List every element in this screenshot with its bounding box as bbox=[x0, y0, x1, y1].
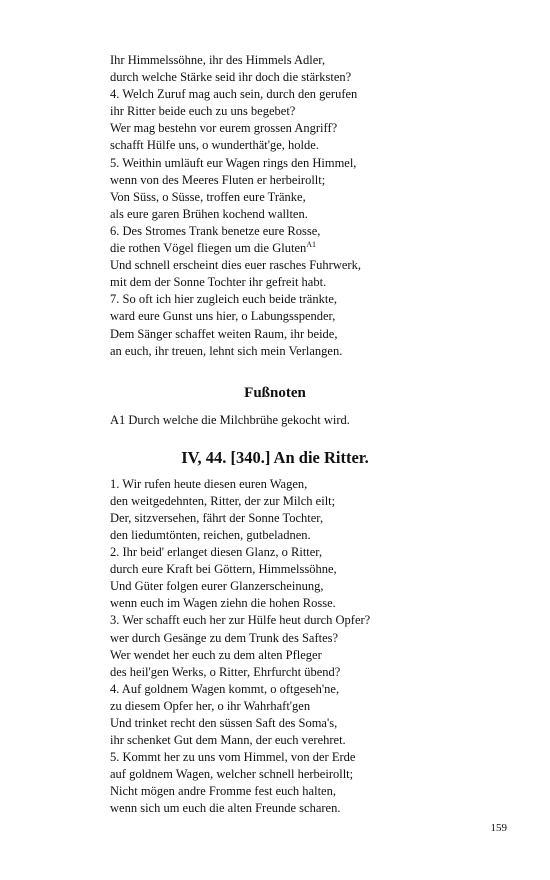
verse-line-with-footnote bbox=[110, 240, 440, 257]
verse-line: schafft Hülfe uns, o wunderthät'ge, holde. bbox=[110, 138, 319, 153]
verse-line: als eure garen Brühen kochend wallten. bbox=[110, 206, 308, 221]
verse-line: Von Süss, o Süsse, troffen eure Tränke, bbox=[110, 189, 306, 204]
verse-line: 5. Weithin umläuft eur Wagen rings den Himmel, bbox=[110, 155, 357, 170]
verse-line: 6. Des Stromes Trank benetze eure Rosse, bbox=[110, 223, 321, 238]
verse-line: zu diesem Opfer her, o ihr Wahrhaft'gen bbox=[110, 698, 311, 713]
verse-line: ihr schenket Gut dem Mann, der euch verehret. bbox=[110, 733, 346, 748]
verse-line: wenn von des Meeres Fluten er herbeirollt; bbox=[110, 172, 326, 187]
verse-line: Wer wendet her euch zu dem alten Pfleger bbox=[110, 647, 322, 662]
page-content bbox=[110, 52, 440, 818]
verse-line: wenn euch im Wagen ziehn die hohen Rosse. bbox=[110, 596, 336, 611]
verse-line: Dem Sänger schaffet weiten Raum, ihr beide, bbox=[110, 326, 338, 341]
verse-line: 1. Wir rufen heute diesen euren Wagen, bbox=[110, 476, 308, 491]
verses-top bbox=[110, 52, 440, 360]
footnote-item: A1 Durch welche die Milchbrühe gekocht wird. bbox=[110, 412, 350, 427]
verse-line: wenn sich um euch die alten Freunde scharen. bbox=[110, 801, 341, 816]
section-heading: IV, 44. [340.] An die Ritter. bbox=[181, 447, 369, 467]
verse-line: des heil'gen Werks, o Ritter, Ehrfurcht übend? bbox=[110, 664, 341, 679]
verse-line: den weitgedehnten, Ritter, der zur Milch eilt; bbox=[110, 493, 336, 508]
verse-line: wer durch Gesänge zu dem Trunk des Saftes? bbox=[110, 630, 339, 645]
verse-line: Ihr Himmelssöhne, ihr des Himmels Adler, bbox=[110, 53, 326, 67]
verse-line: Und trinket recht den süssen Saft des Soma's, bbox=[110, 716, 338, 730]
footnotes-heading: Fußnoten bbox=[244, 384, 306, 401]
verse-line: den liedumtönten, reichen, gutbeladnen. bbox=[110, 527, 311, 542]
verse-line: 4. Auf goldnem Wagen kommt, o oftgeseh'ne, bbox=[110, 681, 340, 696]
verse-line: auf goldnem Wagen, welcher schnell herbeirollt; bbox=[110, 767, 354, 782]
verse-line: durch eure Kraft bei Göttern, Himmelssöhne, bbox=[110, 562, 337, 577]
verse-line: Wer mag bestehn vor eurem grossen Angriff? bbox=[110, 121, 338, 136]
verse-line: Der, sitzversehen, fährt der Sonne Tochter, bbox=[110, 510, 324, 525]
verse-line: ihr Ritter beide euch zu uns begebet? bbox=[110, 104, 296, 119]
verse-line: durch welche Stärke seid ihr doch die stärksten? bbox=[110, 70, 352, 85]
verse-line: 3. Wer schafft euch her zur Hülfe heut durch Opfer? bbox=[110, 613, 371, 628]
section-verses bbox=[110, 476, 440, 818]
verse-line: 4. Welch Zuruf mag auch sein, durch den gerufen bbox=[110, 87, 358, 102]
verse-line: Nicht mögen andre Fromme fest euch halten, bbox=[110, 784, 336, 799]
verse-line: mit dem der Sonne Tochter ihr gefreit habt. bbox=[110, 275, 327, 290]
verse-line: Und Güter folgen eurer Glanzerscheinung, bbox=[110, 579, 324, 594]
verse-line: an euch, ihr treuen, lehnt sich mein Verlangen. bbox=[110, 343, 343, 358]
footnotes-list bbox=[110, 412, 440, 429]
verse-line: Und schnell erscheint dies euer rasches Fuhrwerk, bbox=[110, 258, 361, 273]
verse-line: 5. Kommt her zu uns vom Himmel, von der Erde bbox=[110, 750, 356, 765]
footnote-reference-link[interactable]: A1 bbox=[306, 240, 317, 250]
verse-line: 2. Ihr beid' erlanget diesen Glanz, o Ritter, bbox=[110, 545, 323, 560]
verse-line-text: die rothen Vögel fliegen um die Gluten bbox=[110, 241, 307, 256]
verse-line: ward eure Gunst uns hier, o Labungsspender, bbox=[110, 309, 336, 324]
verse-line: 7. So oft ich hier zugleich euch beide tränkte, bbox=[110, 292, 338, 307]
page-number: 159 bbox=[490, 822, 507, 834]
